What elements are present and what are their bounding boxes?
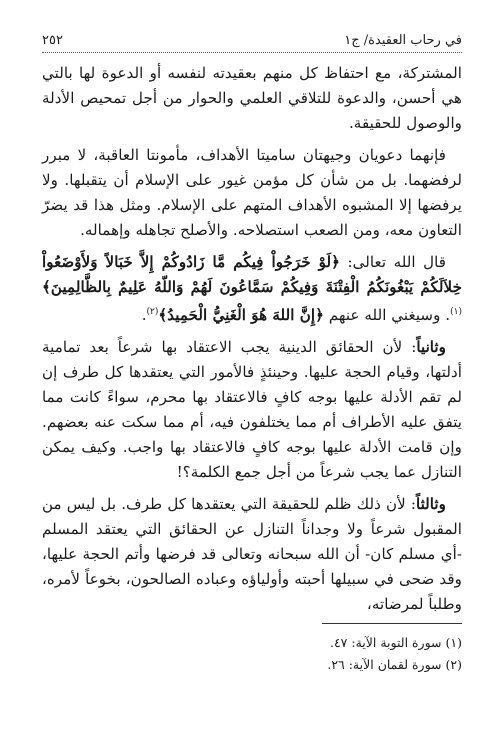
- footnote-ref-2[interactable]: (٢): [146, 307, 159, 317]
- footnote-divider: [322, 623, 462, 624]
- paragraph-5: [42, 492, 462, 617]
- footnote-2: (٢) سورة لقمان الآية: ٢٦.: [327, 657, 462, 672]
- paragraph-3: [42, 250, 462, 328]
- paragraph-4-lead: وثانياً: [416, 338, 446, 357]
- quran-verse-2: ﴿إِنَّ اللهَ هُوَ الْغَنِيُّ الْحَمِيدُ﴾: [158, 306, 324, 325]
- footnote-ref-1[interactable]: (١): [450, 307, 462, 317]
- quote-end: .: [141, 306, 147, 325]
- paragraph-4-text: : لأن الحقائق الدينية يجب الاعتقاد بها شرعاً بعد تمامية أدلتها، وقيام الحجة عليها. وحينئذٍ فالأمور التي يعتقدها كل طرف إن لم تقم الأدلة عليها بوجه كافٍ فالاعتقاد بها محرم، سواءً كانت مما يتفق عليه الأطراف أم مما يختلفون فيه، أم مما سكت عنه بعضهم. وإن قامت الأدلة عليها بوجه كافٍ فالاعتقاد بها واجب. وكيف يمكن التنازل عما يجب شرعاً من أجل جمع الكلمة؟!: [42, 338, 462, 482]
- paragraph-2: فإنهما دعويان وجيهتان ساميتا الأهداف، مأمونتا العاقبة، لا مبرر لرفضهما. بل من شأن كل مؤمن غيور على الإسلام أن يتقبلها. ولا يرفضها إلا المشبوه الأهداف المتهم على الإسلام. ومثل هذا قد يضرّ التعاون معه، ومن الصعب استصلاحه. والأصلح تجاهله وإهماله.: [42, 146, 462, 239]
- footnotes: [42, 632, 462, 676]
- page-body: [42, 61, 462, 617]
- paragraph-4: [42, 335, 462, 485]
- running-title: في رحاب العقيدة/ ج١: [344, 33, 462, 48]
- paragraph-1: المشتركة، مع احتفاظ كل منهم بعقيدته لنفسه أو الدعوة لها بالتي هي أحسن، والدعوة للتلاقي العلمي والحوار من أجل تمحيص الأدلة والوصول للحقيقة.: [42, 64, 462, 132]
- quran-verse-1: ﴿لَوْ خَرَجُواْ فِيكُم مَّا زَادُوكُمْ إِلاَّ خَبَالاً وَلأَوْضَعُواْ خِلاَلَكُمْ يَبْغُونَكُمُ الْفِتْنَةَ وَفِيكُمْ سَمَّاعُونَ لَهُمْ وَاللّهُ عَلِيمٌ بِالظَّالِمِينَ﴾: [42, 253, 462, 296]
- quote-intro: قال الله تعالى:: [340, 253, 446, 271]
- quote-middle: . وسيغني الله عنهم: [324, 306, 451, 325]
- page-number: ٢٥٢: [42, 33, 63, 48]
- paragraph-5-text: : لأن ذلك ظلم للحقيقة التي يعتقدها كل طرف. بل ليس من المقبول شرعاً ولا وجداناً التنازل عن الحقائق التي يعتقد المسلم -أي مسلم كان- أن الله سبحانه وتعالى قد فرضها وأتم الحجة عليها، وقد ضحى في سبيلها أحبته وأولياؤه وعباده الصالحون، بخوعاً لأمره، وطلباً لمرضاته،: [42, 495, 462, 614]
- paragraph-5-lead: وثالثاً: [415, 495, 446, 514]
- page-header: [42, 32, 462, 53]
- footnote-1: (١) سورة التوبة الآية: ٤٧.: [329, 635, 462, 650]
- page: [42, 32, 462, 712]
